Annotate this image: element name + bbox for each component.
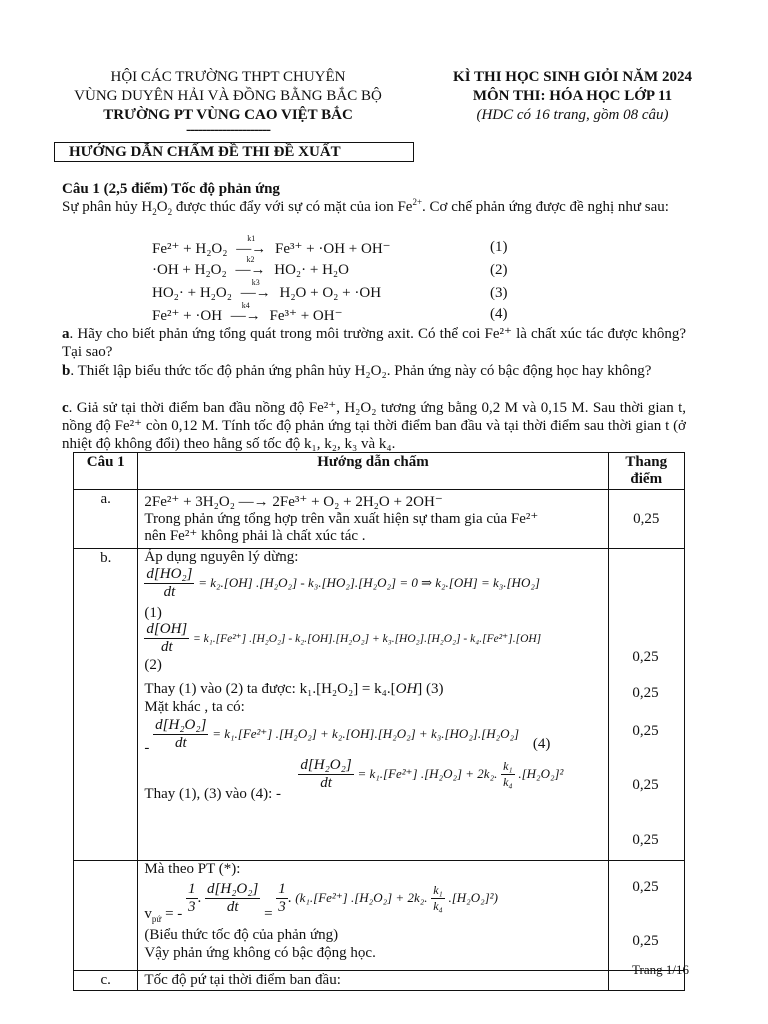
row-b-eq2: $\frac{d[OH]}{dt}$ = k₁.[Fe²⁺] .[H₂O₂] - k₂.[OH].[H₂O₂] + k₃.[HO₂].[H₂O₂] - k₄.[Fe²⁺].[OH] — [146, 621, 542, 655]
score: 0,25 — [632, 723, 659, 739]
part-c: c. Giả sử tại thời điểm ban đầu nồng độ Fe²⁺, H₂O₂ tương ứng bằng 0,2 M và 0,15 M. Sau thời gian t, nồng độ Fe²⁺ còn 0,12 M. Tính tốc độ phản ứng tại thời điểm ban đầu và tại thời điểm sau thời gian t (ở nhiệt độ không đổi) theo hằng số tốc độ k₁, k₂, k₃ và k₄. — [62, 400, 686, 452]
row-b2-label — [74, 861, 138, 971]
header-left — [48, 68, 408, 138]
header-separator: --------------------- — [186, 122, 270, 138]
row-b-scores — [608, 549, 684, 861]
row-b2-note: (Biểu thức tốc độ của phản ứng) — [144, 927, 339, 943]
document-title-box: HƯỚNG DẪN CHẤM ĐỀ THI ĐỀ XUẤT — [54, 142, 414, 162]
row-b2-rate: $v_{pứ}$ = - $\frac{1}{3}$ . $\frac{\text{d[H₂O₂]}}{dt}$ = $\frac{1}{3}$ . (k₁.[Fe²⁺] .[H₂O₂] + 2k₂. $\frac{\text{k₁}}{\text{k₄}}$ .[H₂O₂]²) — [144, 881, 498, 924]
row-b-label: b. — [74, 549, 138, 861]
score: 0,25 — [632, 649, 659, 665]
part-b: b. Thiết lập biểu thức tốc độ phản ứng phân hủy H₂O₂. Phản ứng này có bậc động học hay không? — [62, 363, 652, 379]
score: 0,25 — [632, 777, 659, 793]
header-right — [420, 68, 725, 125]
score: 0,25 — [632, 879, 659, 895]
row-b-eq1: $\frac{\text{d[HO₂]}}{dt}$ = k₂.[OH] .[H₂O₂] - k₃.[HO₂].[H₂O₂] = 0 ⇒ k₂.[OH] = k₃.[HO₂] — [146, 566, 540, 600]
score: 0,25 — [632, 685, 659, 701]
part-a: a. Hãy cho biết phản ứng tổng quát trong môi trường axit. Có thể coi Fe²⁺ là chất xúc tác được không? Tại sao? — [62, 326, 686, 360]
arrow-icon: k1 —→ — [236, 234, 267, 257]
col-header-question: Câu 1 — [74, 453, 138, 490]
header-region: VÙNG DUYÊN HẢI VÀ ĐỒNG BẰNG BẮC BỘ — [74, 88, 382, 104]
row-a-label: a. — [74, 490, 138, 549]
col-header-score: Thang điểm — [608, 453, 684, 490]
reaction-4-number: (4) — [490, 306, 508, 322]
row-b-intro: Áp dụng nguyên lý dừng: — [144, 549, 299, 565]
score: 0,25 — [632, 832, 659, 848]
arrow-icon: k2 —→ — [235, 255, 266, 278]
row-b2-intro: Mà theo PT (*): — [144, 861, 241, 877]
row-a-score: 0,25 — [608, 490, 684, 549]
reaction-1: Fe²⁺ + H₂O₂ k1 —→ Fe³⁺ + ·OH + OH⁻ — [152, 234, 391, 257]
reaction-3-number: (3) — [490, 285, 508, 301]
row-a-equation: 2Fe²⁺ + 3H₂O₂ —→ 2Fe³⁺ + O₂ + 2H₂O + 2OH⁻ — [144, 494, 443, 510]
reaction-3: HO₂· + H₂O₂ k3 —→ H₂O + O₂ + ·OH — [152, 278, 382, 301]
row-b-content — [138, 549, 608, 861]
row-b-eq3: - $\frac{\text{d[H₂O₂]}}{dt}$ = k₁.[Fe²⁺] .[H₂O₂] + k₂.[OH].[H₂O₂] + k₃.[HO₂].[H₂O₂] (4) — [144, 717, 551, 756]
page-number: Trang 1/16 — [632, 962, 689, 977]
row-b-eq2-number: (2) — [144, 657, 162, 673]
row-b-substitute: Thay (1) vào (2) ta được: k₁.[H₂O₂] = k₄.[OH] (3) — [144, 681, 444, 697]
row-b-substitute-2: Thay (1), (3) vào (4): - — [144, 786, 282, 802]
reaction-2: ·OH + H₂O₂ k2 —→ HO₂· + H₂O — [152, 255, 349, 278]
row-c-label: c. — [74, 971, 138, 991]
arrow-icon: k3 —→ — [240, 278, 271, 301]
col-header-guide: Hướng dẫn chấm — [138, 453, 608, 490]
reaction-4: Fe²⁺ + ·OH k4 —→ Fe³⁺ + OH⁻ — [152, 301, 343, 324]
question-title: Câu 1 (2,5 điểm) Tốc độ phản ứng — [62, 181, 280, 197]
row-a-content — [138, 490, 608, 549]
row-b-eq1-number: (1) — [144, 605, 162, 621]
exam-subject: MÔN THI: HÓA HỌC LỚP 11 — [472, 88, 673, 104]
row-b-otherwise: Mặt khác , ta có: — [144, 699, 245, 715]
question-intro: Sự phân hủy $H_2O_2$ được thúc đẩy với sự có mặt của ion $Fe^{2+}$. Cơ chế phản ứng được đề nghị như sau: — [62, 197, 669, 217]
header-school: TRƯỜNG PT VÙNG CAO VIỆT BẮC — [103, 107, 353, 123]
row-b2-conclusion: Vậy phản ứng không có bậc động học. — [144, 945, 376, 961]
row-a-line3: nên Fe²⁺ không phải là chất xúc tác . — [144, 528, 366, 544]
grading-table — [73, 452, 685, 991]
reaction-2-number: (2) — [490, 262, 508, 278]
row-b2-scores — [608, 861, 684, 971]
row-a-line2: Trong phản ứng tổng hợp trên vẫn xuất hiện sự tham gia của Fe²⁺ — [144, 511, 539, 527]
header-association: HỘI CÁC TRƯỜNG THPT CHUYÊN — [110, 69, 346, 85]
row-b2-content — [138, 861, 608, 971]
score: 0,25 — [632, 933, 659, 949]
reaction-1-number: (1) — [490, 239, 508, 255]
arrow-icon: k4 —→ — [230, 301, 261, 324]
exam-title: KÌ THI HỌC SINH GIỎI NĂM 2024 — [453, 69, 692, 85]
row-b-eq4: $\frac{\text{d[H₂O₂]}}{dt}$ = k₁.[Fe²⁺] .[H₂O₂] + 2k₂. $\frac{\text{k₁}}{\text{k₄}}$ .[H₂O₂]² — [300, 757, 564, 791]
exam-note: (HDC có 16 trang, gồm 08 câu) — [476, 107, 669, 123]
row-c-content: Tốc độ pứ tại thời điểm ban đầu: — [138, 971, 608, 991]
